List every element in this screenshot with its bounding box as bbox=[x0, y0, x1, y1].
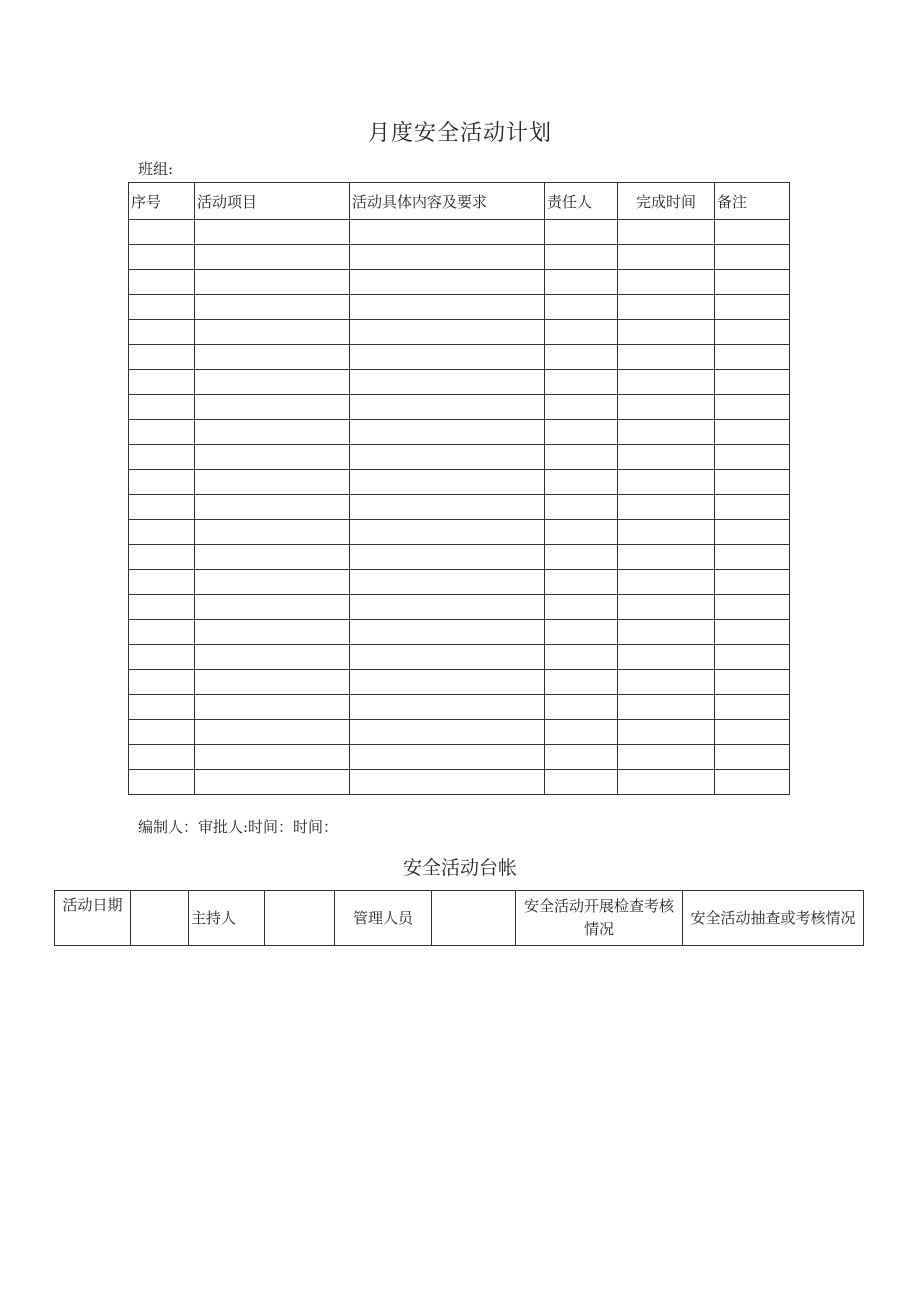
details-cell[interactable] bbox=[350, 595, 545, 620]
owner-cell[interactable] bbox=[545, 395, 618, 420]
activity-cell[interactable] bbox=[195, 695, 350, 720]
deadline-cell[interactable] bbox=[618, 620, 715, 645]
remarks-cell[interactable] bbox=[715, 445, 790, 470]
deadline-cell[interactable] bbox=[618, 220, 715, 245]
seq-cell[interactable] bbox=[129, 595, 195, 620]
details-cell[interactable] bbox=[350, 745, 545, 770]
deadline-cell[interactable] bbox=[618, 770, 715, 795]
activity-cell[interactable] bbox=[195, 745, 350, 770]
host-value[interactable] bbox=[265, 891, 335, 946]
owner-cell[interactable] bbox=[545, 245, 618, 270]
table-row bbox=[129, 420, 790, 445]
remarks-cell[interactable] bbox=[715, 220, 790, 245]
table-row bbox=[129, 670, 790, 695]
details-cell[interactable] bbox=[350, 445, 545, 470]
activity-cell[interactable] bbox=[195, 520, 350, 545]
activity-cell[interactable] bbox=[195, 445, 350, 470]
remarks-cell[interactable] bbox=[715, 245, 790, 270]
table-row bbox=[129, 270, 790, 295]
seq-cell[interactable] bbox=[129, 495, 195, 520]
remarks-cell[interactable] bbox=[715, 270, 790, 295]
owner-cell[interactable] bbox=[545, 470, 618, 495]
table-row bbox=[129, 220, 790, 245]
remarks-cell[interactable] bbox=[715, 295, 790, 320]
details-cell[interactable] bbox=[350, 395, 545, 420]
plan-table bbox=[128, 182, 790, 795]
table-row bbox=[129, 745, 790, 770]
activity-cell[interactable] bbox=[195, 645, 350, 670]
owner-cell[interactable] bbox=[545, 695, 618, 720]
deadline-cell[interactable] bbox=[618, 695, 715, 720]
table-row bbox=[129, 470, 790, 495]
ledger-row bbox=[55, 891, 864, 946]
details-cell[interactable] bbox=[350, 695, 545, 720]
seq-cell[interactable] bbox=[129, 745, 195, 770]
seq-cell[interactable] bbox=[129, 645, 195, 670]
deadline-cell[interactable] bbox=[618, 570, 715, 595]
seq-cell[interactable] bbox=[129, 295, 195, 320]
table-row bbox=[129, 345, 790, 370]
col-header-remarks: 备注 bbox=[715, 183, 790, 220]
remarks-cell[interactable] bbox=[715, 370, 790, 395]
seq-cell[interactable] bbox=[129, 395, 195, 420]
col-header-activity: 活动项目 bbox=[195, 183, 350, 220]
remarks-cell[interactable] bbox=[715, 345, 790, 370]
table-row bbox=[129, 520, 790, 545]
col-header-details: 活动具体内容及要求 bbox=[350, 183, 545, 220]
manager-value[interactable] bbox=[432, 891, 516, 946]
plan-header-row bbox=[129, 183, 790, 220]
details-cell[interactable] bbox=[350, 570, 545, 595]
activity-date-value[interactable] bbox=[131, 891, 189, 946]
details-cell[interactable] bbox=[350, 720, 545, 745]
details-cell[interactable] bbox=[350, 270, 545, 295]
seq-cell[interactable] bbox=[129, 670, 195, 695]
spot-check-status-label: 安全活动抽查或考核情况 bbox=[683, 891, 864, 946]
manager-label: 管理人员 bbox=[335, 891, 432, 946]
activity-cell[interactable] bbox=[195, 545, 350, 570]
table-row bbox=[129, 545, 790, 570]
details-cell[interactable] bbox=[350, 420, 545, 445]
seq-cell[interactable] bbox=[129, 370, 195, 395]
details-cell[interactable] bbox=[350, 370, 545, 395]
details-cell[interactable] bbox=[350, 320, 545, 345]
col-header-seq: 序号 bbox=[129, 183, 195, 220]
seq-cell[interactable] bbox=[129, 620, 195, 645]
activity-cell[interactable] bbox=[195, 670, 350, 695]
deadline-cell[interactable] bbox=[618, 420, 715, 445]
signature-line: 编制人：审批人:时间：时间： bbox=[138, 818, 339, 836]
ledger-title: 安全活动台帐 bbox=[402, 857, 517, 879]
deadline-cell[interactable] bbox=[618, 645, 715, 670]
remarks-cell[interactable] bbox=[715, 545, 790, 570]
activity-cell[interactable] bbox=[195, 620, 350, 645]
seq-cell[interactable] bbox=[129, 220, 195, 245]
details-cell[interactable] bbox=[350, 220, 545, 245]
activity-cell[interactable] bbox=[195, 245, 350, 270]
remarks-cell[interactable] bbox=[715, 595, 790, 620]
deadline-cell[interactable] bbox=[618, 370, 715, 395]
remarks-cell[interactable] bbox=[715, 770, 790, 795]
seq-cell[interactable] bbox=[129, 695, 195, 720]
owner-cell[interactable] bbox=[545, 495, 618, 520]
seq-cell[interactable] bbox=[129, 270, 195, 295]
owner-cell[interactable] bbox=[545, 420, 618, 445]
details-cell[interactable] bbox=[350, 645, 545, 670]
deadline-cell[interactable] bbox=[618, 445, 715, 470]
details-cell[interactable] bbox=[350, 670, 545, 695]
remarks-cell[interactable] bbox=[715, 745, 790, 770]
activity-cell[interactable] bbox=[195, 370, 350, 395]
table-row bbox=[129, 570, 790, 595]
table-row bbox=[129, 720, 790, 745]
remarks-cell[interactable] bbox=[715, 670, 790, 695]
host-label: 主持人 bbox=[189, 891, 265, 946]
activity-cell[interactable] bbox=[195, 720, 350, 745]
activity-cell[interactable] bbox=[195, 345, 350, 370]
activity-cell[interactable] bbox=[195, 395, 350, 420]
deadline-cell[interactable] bbox=[618, 320, 715, 345]
seq-cell[interactable] bbox=[129, 245, 195, 270]
table-row bbox=[129, 770, 790, 795]
details-cell[interactable] bbox=[350, 245, 545, 270]
remarks-cell[interactable] bbox=[715, 520, 790, 545]
seq-cell[interactable] bbox=[129, 770, 195, 795]
remarks-cell[interactable] bbox=[715, 420, 790, 445]
inspection-status-label: 安全活动开展检查考核情况 bbox=[516, 891, 683, 946]
deadline-cell[interactable] bbox=[618, 295, 715, 320]
deadline-cell[interactable] bbox=[618, 745, 715, 770]
owner-cell[interactable] bbox=[545, 445, 618, 470]
seq-cell[interactable] bbox=[129, 470, 195, 495]
table-row bbox=[129, 445, 790, 470]
owner-cell[interactable] bbox=[545, 320, 618, 345]
table-row bbox=[129, 295, 790, 320]
remarks-cell[interactable] bbox=[715, 320, 790, 345]
table-row bbox=[129, 695, 790, 720]
deadline-cell[interactable] bbox=[618, 470, 715, 495]
owner-cell[interactable] bbox=[545, 295, 618, 320]
details-cell[interactable] bbox=[350, 770, 545, 795]
owner-cell[interactable] bbox=[545, 620, 618, 645]
deadline-cell[interactable] bbox=[618, 670, 715, 695]
activity-cell[interactable] bbox=[195, 595, 350, 620]
remarks-cell[interactable] bbox=[715, 720, 790, 745]
details-cell[interactable] bbox=[350, 620, 545, 645]
table-row bbox=[129, 595, 790, 620]
deadline-cell[interactable] bbox=[618, 595, 715, 620]
col-header-owner: 责任人 bbox=[545, 183, 618, 220]
details-cell[interactable] bbox=[350, 520, 545, 545]
deadline-cell[interactable] bbox=[618, 270, 715, 295]
table-row bbox=[129, 395, 790, 420]
activity-cell[interactable] bbox=[195, 495, 350, 520]
owner-cell[interactable] bbox=[545, 745, 618, 770]
owner-cell[interactable] bbox=[545, 595, 618, 620]
owner-cell[interactable] bbox=[545, 370, 618, 395]
details-cell[interactable] bbox=[350, 495, 545, 520]
details-cell[interactable] bbox=[350, 345, 545, 370]
remarks-cell[interactable] bbox=[715, 695, 790, 720]
owner-cell[interactable] bbox=[545, 220, 618, 245]
remarks-cell[interactable] bbox=[715, 395, 790, 420]
activity-cell[interactable] bbox=[195, 220, 350, 245]
remarks-cell[interactable] bbox=[715, 620, 790, 645]
owner-cell[interactable] bbox=[545, 770, 618, 795]
owner-cell[interactable] bbox=[545, 545, 618, 570]
table-row bbox=[129, 645, 790, 670]
deadline-cell[interactable] bbox=[618, 520, 715, 545]
ledger-table bbox=[54, 890, 864, 946]
details-cell[interactable] bbox=[350, 545, 545, 570]
deadline-cell[interactable] bbox=[618, 545, 715, 570]
activity-cell[interactable] bbox=[195, 420, 350, 445]
seq-cell[interactable] bbox=[129, 720, 195, 745]
deadline-cell[interactable] bbox=[618, 345, 715, 370]
table-row bbox=[129, 320, 790, 345]
activity-date-label: 活动日期 bbox=[55, 891, 131, 946]
deadline-cell[interactable] bbox=[618, 720, 715, 745]
seq-cell[interactable] bbox=[129, 445, 195, 470]
seq-cell[interactable] bbox=[129, 570, 195, 595]
col-header-deadline: 完成时间 bbox=[618, 183, 715, 220]
table-row bbox=[129, 620, 790, 645]
activity-cell[interactable] bbox=[195, 470, 350, 495]
seq-cell[interactable] bbox=[129, 545, 195, 570]
page-title: 月度安全活动计划 bbox=[367, 121, 552, 146]
activity-cell[interactable] bbox=[195, 570, 350, 595]
activity-cell[interactable] bbox=[195, 770, 350, 795]
table-row bbox=[129, 370, 790, 395]
table-row bbox=[129, 245, 790, 270]
deadline-cell[interactable] bbox=[618, 395, 715, 420]
deadline-cell[interactable] bbox=[618, 245, 715, 270]
seq-cell[interactable] bbox=[129, 420, 195, 445]
activity-cell[interactable] bbox=[195, 270, 350, 295]
remarks-cell[interactable] bbox=[715, 470, 790, 495]
activity-cell[interactable] bbox=[195, 320, 350, 345]
remarks-cell[interactable] bbox=[715, 645, 790, 670]
team-label: 班组: bbox=[138, 160, 174, 178]
remarks-cell[interactable] bbox=[715, 495, 790, 520]
table-row bbox=[129, 495, 790, 520]
seq-cell[interactable] bbox=[129, 345, 195, 370]
owner-cell[interactable] bbox=[545, 670, 618, 695]
remarks-cell[interactable] bbox=[715, 570, 790, 595]
owner-cell[interactable] bbox=[545, 270, 618, 295]
owner-cell[interactable] bbox=[545, 520, 618, 545]
owner-cell[interactable] bbox=[545, 345, 618, 370]
owner-cell[interactable] bbox=[545, 645, 618, 670]
owner-cell[interactable] bbox=[545, 720, 618, 745]
owner-cell[interactable] bbox=[545, 570, 618, 595]
seq-cell[interactable] bbox=[129, 520, 195, 545]
seq-cell[interactable] bbox=[129, 320, 195, 345]
details-cell[interactable] bbox=[350, 295, 545, 320]
details-cell[interactable] bbox=[350, 470, 545, 495]
activity-cell[interactable] bbox=[195, 295, 350, 320]
deadline-cell[interactable] bbox=[618, 495, 715, 520]
